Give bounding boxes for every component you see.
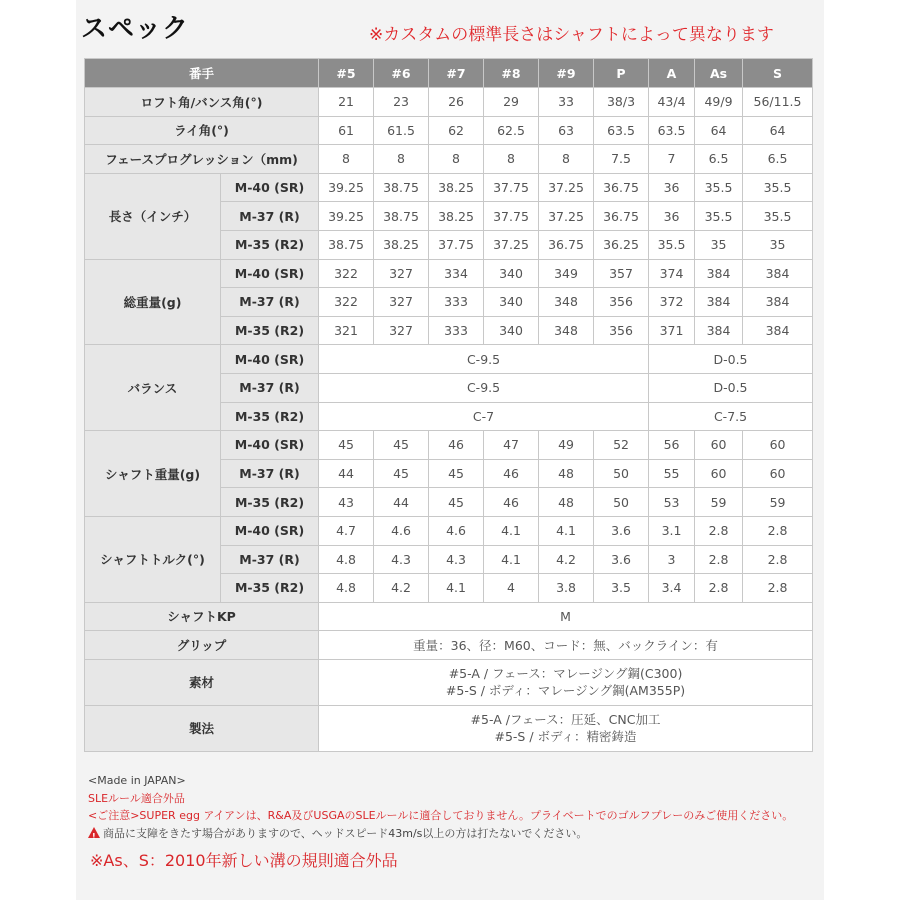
group-label: バランス	[85, 345, 221, 431]
table-cell: 348	[539, 288, 594, 317]
table-cell: 3.4	[649, 574, 695, 603]
table-cell: 56/11.5	[743, 88, 813, 117]
header-col: A	[649, 59, 695, 88]
header-col: #5	[319, 59, 374, 88]
table-cell: 4.2	[374, 574, 429, 603]
table-cell: 38.25	[429, 202, 484, 231]
table-cell: 49	[539, 431, 594, 460]
header-col: #6	[374, 59, 429, 88]
table-cell: 37.25	[484, 230, 539, 259]
table-cell: 3.6	[594, 516, 649, 545]
group-label: シャフトトルク(°)	[85, 516, 221, 602]
method-line: #5-S / ボディ：精密鋳造	[494, 729, 637, 745]
table-cell: 6.5	[695, 145, 743, 174]
made-in-note: <Made in JAPAN>	[88, 774, 186, 787]
table-cell: 384	[743, 259, 813, 288]
groove-note: ※As、S：2010年新しい溝の規則適合外品	[90, 851, 398, 870]
table-cell: 60	[695, 459, 743, 488]
table-cell: 63	[539, 116, 594, 145]
table-cell: 371	[649, 316, 695, 345]
row-label: グリップ	[85, 631, 319, 660]
table-cell: 348	[539, 316, 594, 345]
table-cell: 56	[649, 431, 695, 460]
warning-icon	[88, 827, 100, 838]
table-cell: 356	[594, 288, 649, 317]
table-cell: 7	[649, 145, 695, 174]
grip-value: 重量：36、径：M60、コード：無、バックライン：有	[319, 631, 813, 660]
table-cell: 46	[484, 459, 539, 488]
kp-value: M	[319, 602, 813, 631]
table-cell: 3	[649, 545, 695, 574]
shaft-label: M-35 (R2)	[221, 402, 319, 431]
table-cell: 340	[484, 259, 539, 288]
shaft-label: M-35 (R2)	[221, 316, 319, 345]
table-cell: 4.6	[374, 516, 429, 545]
table-cell: 37.75	[429, 230, 484, 259]
table-row-torque	[85, 516, 813, 545]
table-cell: 63.5	[594, 116, 649, 145]
warning-text: 商品に支障をきたす場合がありますので、ヘッドスピード43m/s以上の方は打たないでください。	[103, 826, 588, 840]
shaft-label: M-37 (R)	[221, 202, 319, 231]
table-cell: 4.8	[319, 545, 374, 574]
page-title: スペック	[81, 14, 190, 44]
method-line: #5-A /フェース：圧延、CNC加工	[470, 712, 661, 728]
table-cell: 4.3	[429, 545, 484, 574]
table-cell: 333	[429, 288, 484, 317]
row-label: 素材	[85, 659, 319, 705]
table-cell: 2.8	[743, 574, 813, 603]
table-cell: 60	[743, 459, 813, 488]
spec-table	[84, 58, 813, 752]
table-cell: 327	[374, 259, 429, 288]
table-row-face-progression	[85, 145, 813, 174]
table-cell: 322	[319, 288, 374, 317]
table-cell: 37.25	[539, 202, 594, 231]
table-cell: 37.75	[484, 173, 539, 202]
table-cell: 4.2	[539, 545, 594, 574]
table-cell: 62	[429, 116, 484, 145]
table-cell: 49/9	[695, 88, 743, 117]
balance-value: C-9.5	[319, 345, 649, 374]
table-cell: 38.75	[374, 173, 429, 202]
table-cell: 43/4	[649, 88, 695, 117]
table-cell: 4.1	[484, 545, 539, 574]
table-cell: 23	[374, 88, 429, 117]
header-col: #7	[429, 59, 484, 88]
table-cell: 8	[429, 145, 484, 174]
table-cell: 3.5	[594, 574, 649, 603]
table-row-kp	[85, 602, 813, 631]
shaft-label: M-40 (SR)	[221, 345, 319, 374]
header-col: #9	[539, 59, 594, 88]
table-cell: 372	[649, 288, 695, 317]
table-cell: 3.1	[649, 516, 695, 545]
table-cell: 334	[429, 259, 484, 288]
table-cell: 61	[319, 116, 374, 145]
material-line: #5-A / フェース：マレージング鋼(C300)	[448, 666, 683, 682]
shaft-label: M-35 (R2)	[221, 488, 319, 517]
table-cell: 4.7	[319, 516, 374, 545]
table-cell: 21	[319, 88, 374, 117]
table-cell: 26	[429, 88, 484, 117]
shaft-label: M-40 (SR)	[221, 516, 319, 545]
material-value	[319, 659, 813, 705]
table-cell: 62.5	[484, 116, 539, 145]
table-row-weight	[85, 259, 813, 288]
table-cell: 4.1	[484, 516, 539, 545]
table-row-loft	[85, 88, 813, 117]
table-cell: 33	[539, 88, 594, 117]
row-label: シャフトKP	[85, 602, 319, 631]
table-cell: 39.25	[319, 173, 374, 202]
table-cell: 37.75	[484, 202, 539, 231]
table-cell: 4.1	[429, 574, 484, 603]
table-cell: 47	[484, 431, 539, 460]
table-cell: 50	[594, 488, 649, 517]
table-cell: 59	[695, 488, 743, 517]
table-cell: 45	[374, 431, 429, 460]
table-cell: 340	[484, 316, 539, 345]
table-cell: 2.8	[695, 516, 743, 545]
row-label: ロフト角/バンス角(°)	[85, 88, 319, 117]
balance-value: D-0.5	[649, 373, 813, 402]
shaft-label: M-40 (SR)	[221, 431, 319, 460]
method-value	[319, 705, 813, 751]
table-cell: 340	[484, 288, 539, 317]
table-cell: 45	[429, 459, 484, 488]
shaft-label: M-37 (R)	[221, 373, 319, 402]
table-cell: 35	[695, 230, 743, 259]
table-cell: 39.25	[319, 202, 374, 231]
table-cell: 35.5	[695, 202, 743, 231]
table-cell: 45	[374, 459, 429, 488]
table-cell: 38/3	[594, 88, 649, 117]
table-cell: 64	[695, 116, 743, 145]
table-cell: 384	[695, 259, 743, 288]
table-cell: 384	[695, 316, 743, 345]
group-label: 長さ（インチ）	[85, 173, 221, 259]
table-cell: 321	[319, 316, 374, 345]
table-row-shaft-weight	[85, 431, 813, 460]
table-cell: 38.75	[319, 230, 374, 259]
table-cell: 2.8	[743, 545, 813, 574]
table-cell: 35.5	[743, 173, 813, 202]
table-cell: 37.25	[539, 173, 594, 202]
caution-note: <ご注意>SUPER egg アイアンは、R&A及びUSGAのSLEルールに適合しておりません。プライベートでのゴルフプレーのみご使用ください。	[88, 809, 794, 822]
table-cell: 4.1	[539, 516, 594, 545]
group-label: 総重量(g)	[85, 259, 221, 345]
table-cell: 44	[319, 459, 374, 488]
table-cell: 38.25	[374, 230, 429, 259]
table-cell: 2.8	[695, 545, 743, 574]
material-line: #5-S / ボディ：マレージング鋼(AM355P)	[445, 683, 686, 699]
table-cell: 8	[484, 145, 539, 174]
table-cell: 3.8	[539, 574, 594, 603]
header-col: As	[695, 59, 743, 88]
header-col: #8	[484, 59, 539, 88]
table-cell: 38.25	[429, 173, 484, 202]
notes	[88, 772, 793, 842]
table-cell: 35.5	[695, 173, 743, 202]
table-cell: 48	[539, 488, 594, 517]
table-cell: 356	[594, 316, 649, 345]
table-cell: 50	[594, 459, 649, 488]
table-row-length	[85, 173, 813, 202]
table-cell: 8	[539, 145, 594, 174]
table-cell: 8	[374, 145, 429, 174]
balance-value: D-0.5	[649, 345, 813, 374]
table-cell: 2.8	[695, 574, 743, 603]
table-cell: 36.25	[594, 230, 649, 259]
warning-note	[88, 825, 793, 843]
table-cell: 4.8	[319, 574, 374, 603]
table-cell: 38.75	[374, 202, 429, 231]
group-label: シャフト重量(g)	[85, 431, 221, 517]
table-cell: 2.8	[743, 516, 813, 545]
table-cell: 46	[484, 488, 539, 517]
shaft-label: M-40 (SR)	[221, 173, 319, 202]
table-row-balance	[85, 345, 813, 374]
shaft-label: M-37 (R)	[221, 459, 319, 488]
table-row-grip	[85, 631, 813, 660]
table-cell: 36	[649, 202, 695, 231]
table-cell: 327	[374, 316, 429, 345]
shaft-label: M-37 (R)	[221, 545, 319, 574]
table-cell: 53	[649, 488, 695, 517]
row-label: フェースプログレッション（mm)	[85, 145, 319, 174]
table-cell: 44	[374, 488, 429, 517]
table-cell: 384	[743, 288, 813, 317]
table-cell: 384	[743, 316, 813, 345]
table-cell: 374	[649, 259, 695, 288]
table-cell: 46	[429, 431, 484, 460]
table-cell: 59	[743, 488, 813, 517]
table-cell: 35.5	[649, 230, 695, 259]
table-cell: 4.3	[374, 545, 429, 574]
table-cell: 43	[319, 488, 374, 517]
header-row	[85, 59, 813, 88]
table-cell: 7.5	[594, 145, 649, 174]
table-row-lie	[85, 116, 813, 145]
sle-note: SLEルール適合外品	[88, 791, 185, 805]
table-cell: 60	[743, 431, 813, 460]
table-cell: 322	[319, 259, 374, 288]
table-cell: 6.5	[743, 145, 813, 174]
table-cell: 384	[695, 288, 743, 317]
table-cell: 45	[429, 488, 484, 517]
table-cell: 35	[743, 230, 813, 259]
custom-length-note: ※カスタムの標準長さはシャフトによって異なります	[369, 25, 774, 45]
table-cell: 60	[695, 431, 743, 460]
table-row-material	[85, 659, 813, 705]
balance-value: C-7.5	[649, 402, 813, 431]
table-row-method	[85, 705, 813, 751]
table-cell: 61.5	[374, 116, 429, 145]
balance-value: C-9.5	[319, 373, 649, 402]
header-label: 番手	[85, 59, 319, 88]
table-cell: 45	[319, 431, 374, 460]
table-cell: 333	[429, 316, 484, 345]
balance-value: C-7	[319, 402, 649, 431]
table-cell: 48	[539, 459, 594, 488]
table-cell: 55	[649, 459, 695, 488]
table-cell: 8	[319, 145, 374, 174]
header-col: P	[594, 59, 649, 88]
table-cell: 349	[539, 259, 594, 288]
shaft-label: M-37 (R)	[221, 288, 319, 317]
table-cell: 36.75	[594, 202, 649, 231]
row-label: 製法	[85, 705, 319, 751]
shaft-label: M-35 (R2)	[221, 230, 319, 259]
table-cell: 35.5	[743, 202, 813, 231]
table-cell: 29	[484, 88, 539, 117]
table-cell: 36	[649, 173, 695, 202]
table-cell: 3.6	[594, 545, 649, 574]
header-col: S	[743, 59, 813, 88]
row-label: ライ角(°)	[85, 116, 319, 145]
table-cell: 357	[594, 259, 649, 288]
table-cell: 327	[374, 288, 429, 317]
shaft-label: M-40 (SR)	[221, 259, 319, 288]
table-cell: 4.6	[429, 516, 484, 545]
table-cell: 63.5	[649, 116, 695, 145]
table-cell: 64	[743, 116, 813, 145]
table-cell: 36.75	[594, 173, 649, 202]
shaft-label: M-35 (R2)	[221, 574, 319, 603]
table-cell: 52	[594, 431, 649, 460]
table-cell: 36.75	[539, 230, 594, 259]
table-cell: 4	[484, 574, 539, 603]
